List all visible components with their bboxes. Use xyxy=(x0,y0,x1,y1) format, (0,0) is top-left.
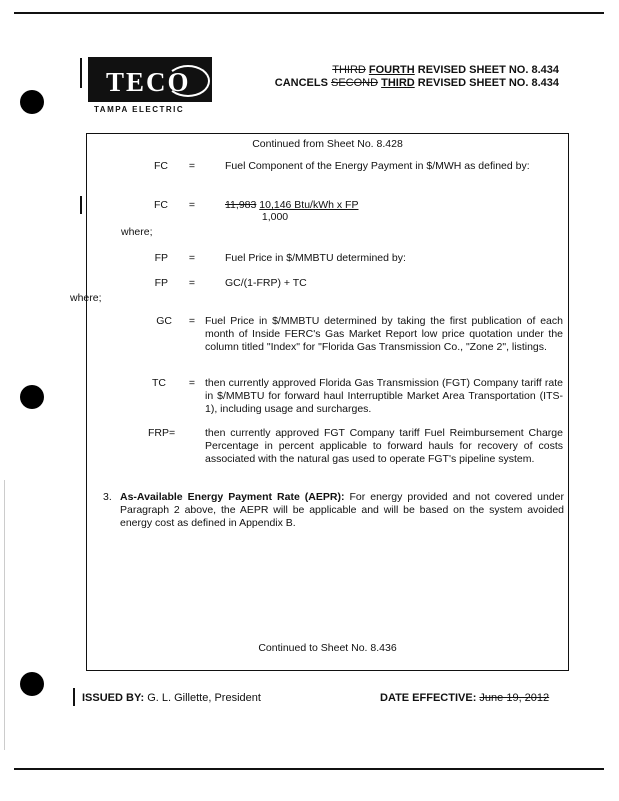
fp-formula: GC/(1-FRP) + TC xyxy=(225,277,307,289)
fp-equals: = xyxy=(188,252,196,264)
scan-edge xyxy=(4,480,5,750)
tc-equals: = xyxy=(188,377,196,389)
fp-symbol: FP xyxy=(154,252,168,264)
fc-definition: Fuel Component of the Energy Payment in $/MWH as defined by: xyxy=(225,160,530,172)
inserted-revision: FOURTH xyxy=(368,64,415,76)
bottom-rule xyxy=(14,768,604,770)
punch-hole-top xyxy=(20,90,44,114)
punch-hole-bottom xyxy=(20,672,44,696)
fc-symbol: FC xyxy=(154,160,168,172)
struck-effective-date: June 19, 2012 xyxy=(479,692,550,704)
fc-formula-symbol: FC xyxy=(154,199,168,211)
logo-wordmark: TECO xyxy=(106,67,191,97)
tc-symbol: TC xyxy=(152,377,166,389)
fc-formula-equals: = xyxy=(188,199,196,211)
teco-logo xyxy=(88,57,212,102)
fc-formula-denominator: 1,000 xyxy=(261,211,289,223)
issued-by-label: ISSUED BY: xyxy=(82,692,145,704)
date-effective xyxy=(380,692,549,704)
sheet-number: REVISED SHEET NO. 8.434 xyxy=(414,64,559,76)
continued-to: Continued to Sheet No. 8.436 xyxy=(258,642,397,654)
where-label-2: where; xyxy=(70,292,102,304)
fp-formula-equals: = xyxy=(188,277,196,289)
punch-hole-middle xyxy=(20,385,44,409)
frp-symbol: FRP= xyxy=(148,427,176,439)
cancelled-sheet-number: REVISED SHEET NO. 8.434 xyxy=(414,77,559,89)
struck-cancelled: SECOND xyxy=(330,77,379,89)
continued-from: Continued from Sheet No. 8.428 xyxy=(252,138,403,150)
change-bar-footer xyxy=(73,688,75,706)
item3-paragraph xyxy=(120,491,564,530)
struck-heat-rate: 11,983 xyxy=(225,199,257,211)
inserted-heat-rate: 10,146 Btu/kWh x FP xyxy=(259,199,359,211)
change-bar-header xyxy=(80,58,82,88)
sheet-header-line1 xyxy=(332,64,559,76)
sheet-header-line2 xyxy=(275,77,559,89)
gc-symbol: GC xyxy=(156,315,172,327)
gc-definition: Fuel Price in $/MMBTU determined by taking the first publication of each month of Inside FERC's Gas Market Report low price quotation under the column titled "Index" for "Florida Gas Transmission Co., "Zone 2", listings. xyxy=(205,315,563,353)
change-bar-formula xyxy=(80,196,82,214)
cancels-label: CANCELS xyxy=(274,77,331,89)
inserted-cancelled: THIRD xyxy=(381,77,415,89)
tc-definition: then currently approved Florida Gas Transmission (FGT) Company tariff rate in $/MMBTU for forward haul Interruptible Market Area Transportation (ITS-1), including usage and surcharges. xyxy=(205,377,563,415)
where-label-1: where; xyxy=(121,226,153,238)
item3-number: 3. xyxy=(103,491,112,503)
item3-title: As-Available Energy Payment Rate (AEPR): xyxy=(120,491,345,503)
issued-by xyxy=(82,692,261,704)
fp-definition: Fuel Price in $/MMBTU determined by: xyxy=(225,252,406,264)
date-effective-label: DATE EFFECTIVE: xyxy=(380,692,477,704)
fp-formula-symbol: FP xyxy=(154,277,168,289)
fc-formula-numerator xyxy=(225,199,358,211)
logo-subtitle: TAMPA ELECTRIC xyxy=(94,105,185,114)
item3-text: For energy provided and not covered under Paragraph 2 above, the AEPR will be applicable and will be based on the system avoided energy cost as defined in Appendix B. xyxy=(120,491,564,529)
frp-definition: then currently approved FGT Company tariff Fuel Reimbursement Charge Percentage in percent applicable to forward hauls for recovery of costs associated with the natural gas used to operate FGT's pipeline system. xyxy=(205,427,563,465)
fc-equals: = xyxy=(188,160,196,172)
logo-swoosh-icon xyxy=(166,65,210,97)
gc-equals: = xyxy=(188,315,196,327)
top-rule xyxy=(14,12,604,14)
struck-revision: THIRD xyxy=(332,64,366,76)
issued-by-value: G. L. Gillette, President xyxy=(147,692,261,704)
